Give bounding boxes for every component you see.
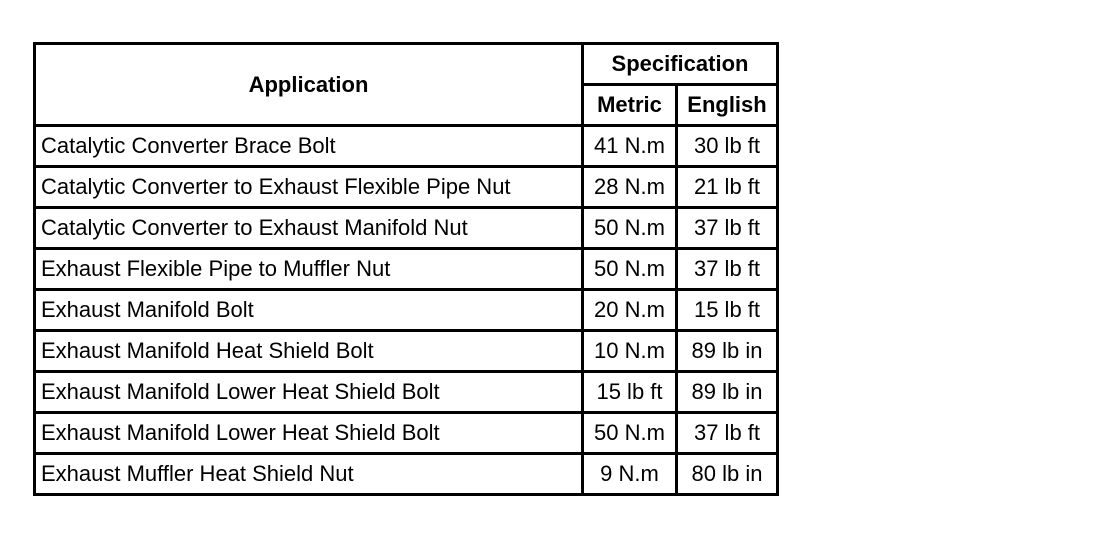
english-cell: 30 lb ft: [677, 126, 778, 167]
metric-cell: 9 N.m: [583, 454, 677, 495]
application-cell: Exhaust Flexible Pipe to Muffler Nut: [35, 249, 583, 290]
english-header: English: [677, 85, 778, 126]
header-row-top: [35, 44, 778, 85]
table-header: [35, 44, 778, 126]
metric-cell: 20 N.m: [583, 290, 677, 331]
table-row: [35, 290, 778, 331]
english-cell: 89 lb in: [677, 331, 778, 372]
table-row: [35, 413, 778, 454]
english-cell: 37 lb ft: [677, 413, 778, 454]
fastener-spec-table: [33, 42, 779, 496]
application-cell: Catalytic Converter to Exhaust Flexible Pipe Nut: [35, 167, 583, 208]
table-row: [35, 331, 778, 372]
english-cell: 80 lb in: [677, 454, 778, 495]
english-cell: 37 lb ft: [677, 249, 778, 290]
application-cell: Catalytic Converter to Exhaust Manifold Nut: [35, 208, 583, 249]
english-cell: 37 lb ft: [677, 208, 778, 249]
table-row: [35, 372, 778, 413]
application-cell: Exhaust Manifold Lower Heat Shield Bolt: [35, 413, 583, 454]
english-cell: 21 lb ft: [677, 167, 778, 208]
metric-cell: 28 N.m: [583, 167, 677, 208]
table-row: [35, 249, 778, 290]
english-cell: 15 lb ft: [677, 290, 778, 331]
metric-cell: 50 N.m: [583, 249, 677, 290]
specification-header: Specification: [583, 44, 778, 85]
table-body: [35, 126, 778, 495]
application-cell: Exhaust Muffler Heat Shield Nut: [35, 454, 583, 495]
table-row: [35, 454, 778, 495]
metric-cell: 50 N.m: [583, 413, 677, 454]
metric-header: Metric: [583, 85, 677, 126]
metric-cell: 15 lb ft: [583, 372, 677, 413]
application-cell: Exhaust Manifold Heat Shield Bolt: [35, 331, 583, 372]
metric-cell: 50 N.m: [583, 208, 677, 249]
metric-cell: 41 N.m: [583, 126, 677, 167]
table-row: [35, 167, 778, 208]
table-row: [35, 208, 778, 249]
metric-cell: 10 N.m: [583, 331, 677, 372]
application-cell: Exhaust Manifold Bolt: [35, 290, 583, 331]
application-header: Application: [35, 44, 583, 126]
application-cell: Exhaust Manifold Lower Heat Shield Bolt: [35, 372, 583, 413]
application-cell: Catalytic Converter Brace Bolt: [35, 126, 583, 167]
table-row: [35, 126, 778, 167]
english-cell: 89 lb in: [677, 372, 778, 413]
